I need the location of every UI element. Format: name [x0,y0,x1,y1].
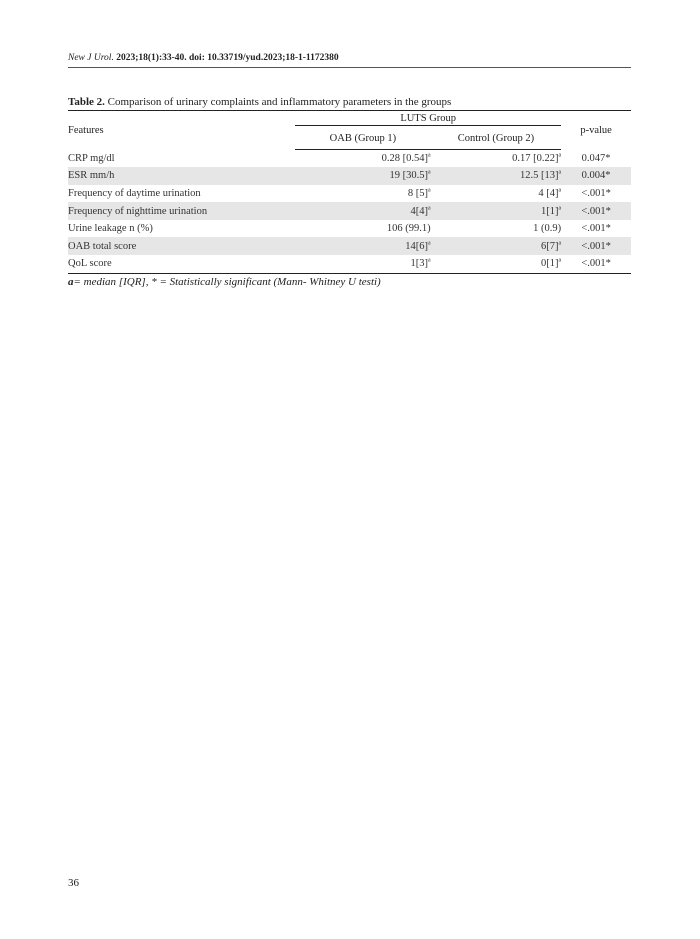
p-value-cell: <.001* [581,258,611,270]
oab-value: 0.28 [0.54] [381,152,428,164]
control-value-cell [431,185,562,203]
feature-cell: QoL score [68,258,112,270]
control-column-header: Control (Group 2) [431,128,562,149]
superscript-mark: a [428,205,431,212]
p-value-cell: <.001* [561,237,631,255]
control-value-cell [431,149,562,167]
superscript-mark: a [558,205,562,212]
feature-cell: OAB total score [68,237,295,255]
control-value-cell [431,237,562,255]
p-value-cell: 0.047* [581,152,611,164]
table-row [68,149,631,167]
feature-cell: Frequency of nighttime urination [68,202,295,220]
oab-value: 8 [5] [407,187,428,199]
footnote-text: = median [IQR], * = Statistically significant (Mann- Whitney U testi) [73,276,381,288]
control-value: 1 (0.9) [533,223,562,235]
feature-cell: Frequency of daytime urination [68,187,201,199]
superscript-mark: a [558,187,562,194]
journal-name: New J Urol. [68,53,114,63]
control-value-cell [431,167,562,185]
header-rule [68,67,631,68]
oab-value: 1[3] [410,258,428,270]
superscript-mark: a [428,169,431,176]
control-value: 4 [4] [538,187,559,199]
superscript-mark: a [428,257,431,264]
table-row [68,237,631,255]
superscript-mark: a [558,169,562,176]
oab-value: 14[6] [405,240,428,252]
page-number: 36 [68,877,79,889]
control-value-cell [431,220,562,238]
control-value: 12.5 [13] [520,170,559,182]
oab-value-cell [295,237,431,255]
superscript-mark: a [558,152,562,159]
footnote-mark: a [68,276,74,288]
table-caption-label: Table 2. [68,96,105,108]
features-column-header: Features [68,124,104,136]
superscript-mark: a [428,240,431,247]
table-row [68,255,631,273]
table-footnote [68,276,381,288]
p-value-cell: 0.004* [561,167,631,185]
feature-cell: ESR mm/h [68,167,295,185]
oab-value: 4[4] [410,205,428,217]
table-caption-text: Comparison of urinary complaints and inflammatory parameters in the groups [107,96,452,108]
oab-value: 106 (99.1) [386,223,431,235]
citation: 2023;18(1):33-40. doi: 10.33719/yud.2023;18-1-1172380 [116,53,339,63]
feature-cell: CRP mg/dl [68,152,115,164]
superscript-mark: a [558,257,562,264]
table-row [68,185,631,203]
feature-cell: Urine leakage n (%) [68,223,153,235]
p-value-cell: <.001* [561,202,631,220]
luts-group-label: LUTS Group [295,113,561,126]
table-header-row [68,111,631,129]
superscript-mark: a [558,240,562,247]
control-value: 6[7] [541,240,559,252]
control-value-cell [431,255,562,273]
table-caption [68,96,451,108]
oab-value-cell [295,185,431,203]
p-value-cell: <.001* [581,223,611,235]
oab-value-cell [295,255,431,273]
oab-column-header: OAB (Group 1) [295,128,431,149]
table-body [68,149,631,273]
control-value-cell [431,202,562,220]
oab-value: 19 [30.5] [389,170,428,182]
control-value: 0.17 [0.22] [512,152,559,164]
table-row [68,202,631,220]
p-value-cell: <.001* [581,187,611,199]
luts-group-header [295,111,561,129]
control-value: 1[1] [541,205,559,217]
oab-value-cell [295,167,431,185]
comparison-table [68,110,631,274]
oab-value-cell [295,149,431,167]
table-row [68,220,631,238]
oab-value-cell [295,220,431,238]
control-value: 0[1] [541,258,559,270]
oab-value-cell [295,202,431,220]
p-value-column-header: p-value [580,124,612,136]
running-header [68,53,339,63]
superscript-mark: a [428,152,431,159]
superscript-mark: a [428,187,431,194]
table-row [68,167,631,185]
